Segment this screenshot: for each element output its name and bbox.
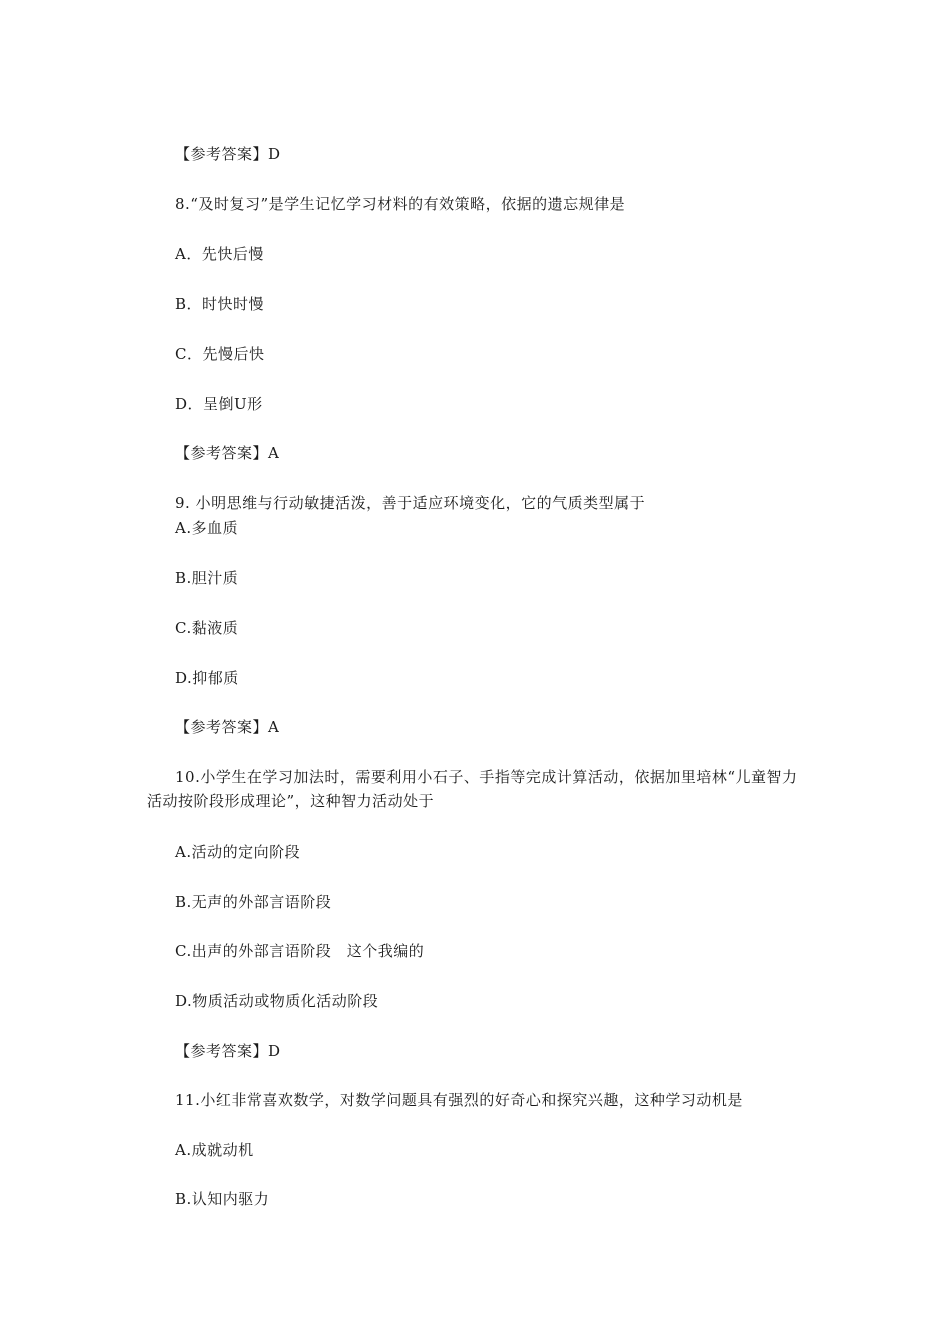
question-11-option-a: A.成就动机 [175,1141,254,1159]
question-9-option-c: C.黏液质 [175,619,239,637]
question-8-option-a: A．先快后慢 [175,245,264,263]
question-9-option-d: D.抑郁质 [175,669,239,687]
answer-q10: 【参考答案】D [175,1042,281,1060]
question-8-option-c: C．先慢后快 [175,345,265,363]
answer-q7: 【参考答案】D [175,145,281,163]
question-8-stem: 8.“及时复习”是学生记忆学习材料的有效策略，依据的遗忘规律是 [175,195,626,213]
question-9-option-a: A.多血质 [175,519,239,537]
question-11-stem: 11.小红非常喜欢数学，对数学问题具有强烈的好奇心和探究兴趣，这种学习动机是 [175,1091,743,1109]
question-10-stem: 10.小学生在学习加法时，需要利用小石子、手指等完成计算活动，依据加里培林“儿童智力活动按阶段形成理论”，这种智力活动处于 [147,768,798,810]
answer-q8: 【参考答案】A [175,444,280,462]
question-11-option-b: B.认知内驱力 [175,1190,270,1208]
question-9-option-b: B.胆汁质 [175,569,239,587]
question-8-option-d: D．呈倒U形 [175,395,263,413]
question-10-option-b: B.无声的外部言语阶段 [175,893,332,911]
answer-q9: 【参考答案】A [175,718,280,736]
question-10-option-a: A.活动的定向阶段 [175,843,301,861]
question-9-stem: 9. 小明思维与行动敏捷活泼，善于适应环境变化，它的气质类型属于 [175,494,646,512]
question-10-option-c: C.出声的外部言语阶段 这个我编的 [175,942,425,960]
question-8-option-b: B．时快时慢 [175,295,265,313]
question-10-option-d: D.物质活动或物质化活动阶段 [175,992,379,1010]
